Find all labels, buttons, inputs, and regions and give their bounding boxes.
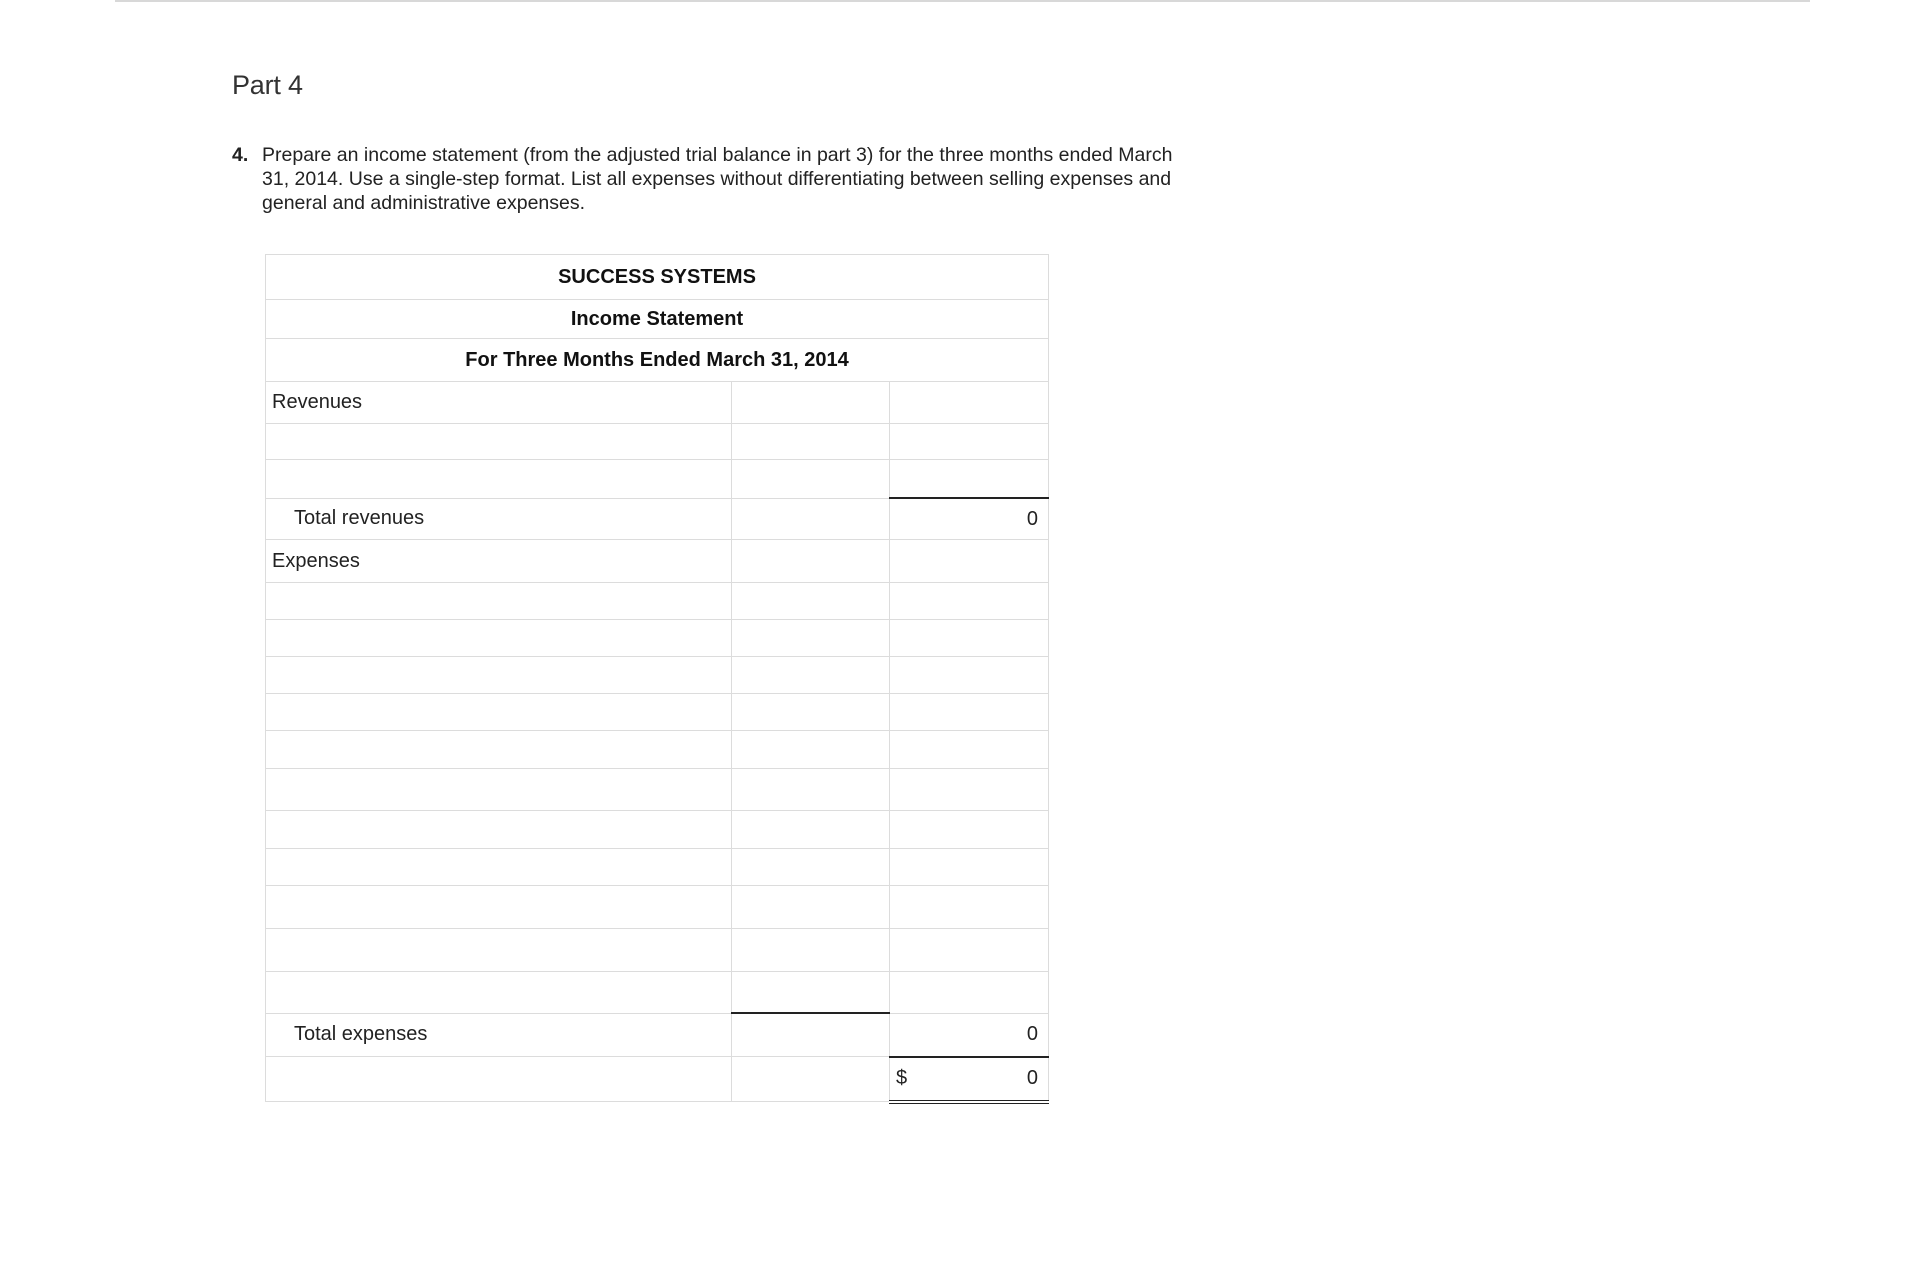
amount-input[interactable] xyxy=(890,382,1049,424)
revenue-entry-row xyxy=(266,460,1049,499)
total-expenses-label: Total expenses xyxy=(266,1013,732,1057)
expense-entry-row xyxy=(266,620,1049,657)
amount-input[interactable] xyxy=(732,1013,890,1057)
total-revenues-label: Total revenues xyxy=(266,498,732,540)
total-expenses-value: 0 xyxy=(890,1013,1049,1057)
account-select[interactable] xyxy=(266,694,732,731)
amount-input[interactable] xyxy=(732,460,890,499)
account-select[interactable] xyxy=(266,811,732,849)
amount-input[interactable] xyxy=(890,886,1049,929)
account-select[interactable] xyxy=(266,424,732,460)
revenue-entry-row xyxy=(266,424,1049,460)
amount-input[interactable] xyxy=(732,620,890,657)
account-select[interactable] xyxy=(266,769,732,811)
revenues-heading-row xyxy=(266,382,1049,424)
amount-input[interactable] xyxy=(732,382,890,424)
company-name: SUCCESS SYSTEMS xyxy=(266,255,1049,300)
net-income-row xyxy=(266,1057,1049,1102)
expense-entry-row xyxy=(266,886,1049,929)
account-select[interactable] xyxy=(266,460,732,499)
net-income-value: 0 xyxy=(1026,1067,1039,1089)
top-divider xyxy=(115,0,1810,2)
expense-entry-row xyxy=(266,849,1049,886)
total-revenues-value: 0 xyxy=(890,498,1049,540)
amount-input[interactable] xyxy=(732,583,890,620)
net-income-cell xyxy=(890,1057,1049,1102)
amount-input[interactable] xyxy=(732,972,890,1014)
amount-input[interactable] xyxy=(732,424,890,460)
account-select[interactable] xyxy=(266,929,732,972)
amount-input[interactable] xyxy=(890,583,1049,620)
account-select[interactable] xyxy=(266,657,732,694)
amount-input[interactable] xyxy=(890,731,1049,769)
amount-input[interactable] xyxy=(890,811,1049,849)
amount-input[interactable] xyxy=(732,886,890,929)
amount-input[interactable] xyxy=(890,929,1049,972)
account-select[interactable] xyxy=(266,620,732,657)
income-statement-table xyxy=(265,254,1049,1104)
total-expenses-row xyxy=(266,1013,1049,1057)
amount-input[interactable] xyxy=(732,498,890,540)
amount-input[interactable] xyxy=(732,811,890,849)
statement-title: Income Statement xyxy=(266,300,1049,339)
question-prompt xyxy=(232,143,1182,215)
account-select[interactable] xyxy=(266,886,732,929)
statement-header-company xyxy=(266,255,1049,300)
account-select[interactable] xyxy=(266,583,732,620)
currency-symbol: $ xyxy=(896,1067,908,1089)
statement-period: For Three Months Ended March 31, 2014 xyxy=(266,339,1049,382)
statement-header-period xyxy=(266,339,1049,382)
amount-input[interactable] xyxy=(732,929,890,972)
amount-input[interactable] xyxy=(890,694,1049,731)
revenues-label: Revenues xyxy=(266,382,732,424)
amount-input[interactable] xyxy=(732,769,890,811)
expense-entry-row xyxy=(266,657,1049,694)
expense-entry-row xyxy=(266,769,1049,811)
amount-input[interactable] xyxy=(732,657,890,694)
account-select[interactable] xyxy=(266,849,732,886)
expense-entry-row xyxy=(266,972,1049,1014)
amount-input[interactable] xyxy=(890,769,1049,811)
amount-input[interactable] xyxy=(890,849,1049,886)
part-heading: Part 4 xyxy=(232,70,303,100)
amount-input[interactable] xyxy=(890,540,1049,583)
amount-input[interactable] xyxy=(732,731,890,769)
statement-header-title xyxy=(266,300,1049,339)
amount-input[interactable] xyxy=(890,657,1049,694)
amount-input[interactable] xyxy=(732,540,890,583)
amount-input[interactable] xyxy=(890,972,1049,1014)
account-select[interactable] xyxy=(266,731,732,769)
expense-entry-row xyxy=(266,811,1049,849)
account-select[interactable] xyxy=(266,1057,732,1102)
expense-entry-row xyxy=(266,929,1049,972)
amount-input[interactable] xyxy=(732,694,890,731)
account-select[interactable] xyxy=(266,972,732,1014)
expense-entry-row xyxy=(266,583,1049,620)
question-number: 4. xyxy=(232,144,249,166)
question-text: Prepare an income statement (from the adjusted trial balance in part 3) for the three months ended March 31, 2014. Use a single-step format. List all expenses without differentiating between selling expenses and general and administrative expenses. xyxy=(262,144,1173,214)
expenses-heading-row xyxy=(266,540,1049,583)
amount-input[interactable] xyxy=(890,620,1049,657)
amount-input[interactable] xyxy=(890,424,1049,460)
expense-entry-row xyxy=(266,694,1049,731)
total-revenues-row xyxy=(266,498,1049,540)
amount-input[interactable] xyxy=(732,849,890,886)
expense-entry-row xyxy=(266,731,1049,769)
expenses-label: Expenses xyxy=(266,540,732,583)
amount-input[interactable] xyxy=(890,460,1049,499)
amount-input[interactable] xyxy=(732,1057,890,1102)
